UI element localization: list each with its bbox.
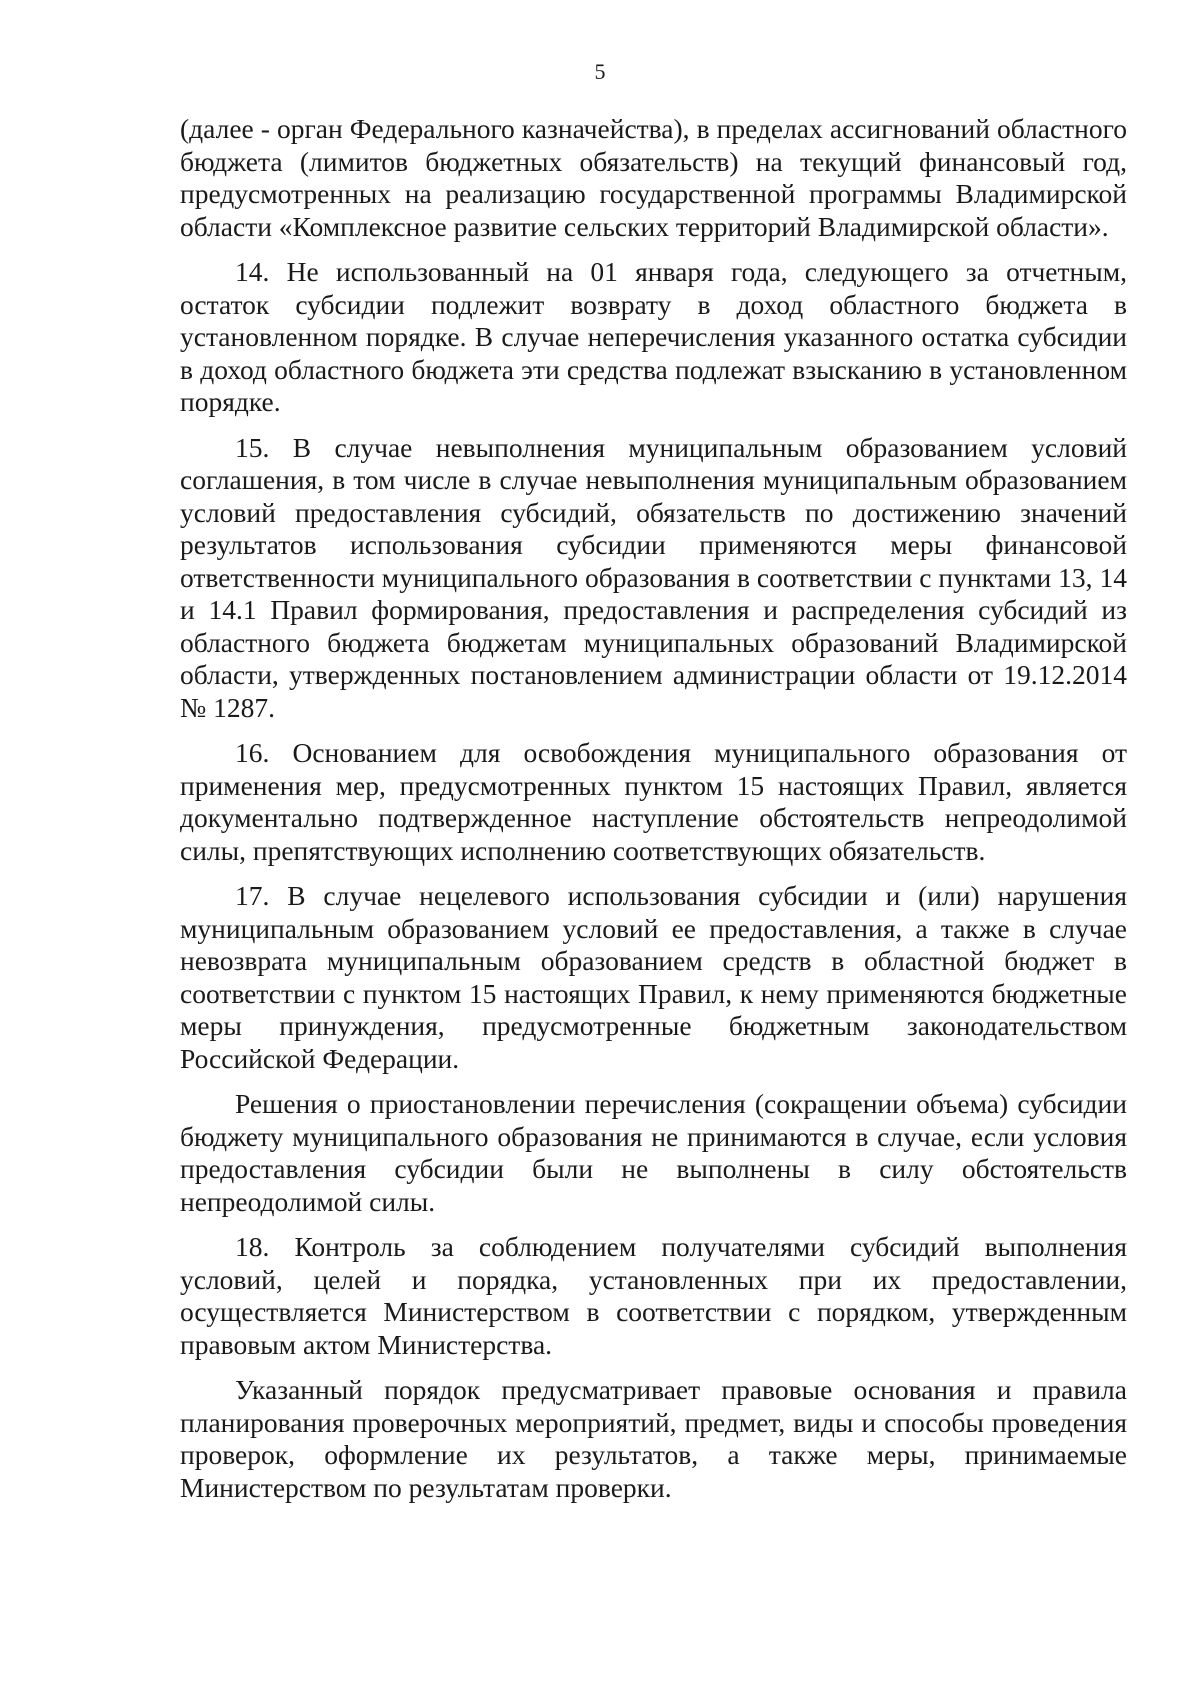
paragraph-item-16: 16. Основанием для освобождения муниципального образования от применения мер, предусмотренных пунктом 15 настоящих Правил, является документально подтвержденное наступление обстоятельств непреодолимой силы, препятствующих исполнению соответствующих обязательств. — [180, 737, 1127, 866]
paragraph-continuation: (далее - орган Федерального казначейства), в пределах ассигнований областного бюджета (лимитов бюджетных обязательств) на текущий финансовый год, предусмотренных на реализацию государственной программы Владимирской области «Комплексное развитие сельских территорий Владимирской области». — [180, 113, 1127, 242]
page-number: 5 — [594, 59, 606, 84]
paragraph-item-14: 14. Не использованный на 01 января года, следующего за отчетным, остаток субсидии подлежит возврату в доход областного бюджета в установленном порядке. В случае неперечисления указанного остатка субсидии в доход областного бюджета эти средства подлежат взысканию в установленном порядке. — [180, 256, 1127, 417]
paragraph-item-18: 18. Контроль за соблюдением получателями субсидий выполнения условий, целей и порядка, установленных при их предоставлении, осуществляется Министерством в соответствии с порядком, утвержденным правовым актом Министерства. — [180, 1231, 1127, 1360]
paragraph-item-17: 17. В случае нецелевого использования субсидии и (или) нарушения муниципальным образованием условий ее предоставления, а также в случае невозврата муниципальным образованием средств в областной бюджет в соответствии с пунктом 15 настоящих Правил, к нему применяются бюджетные меры принуждения, предусмотренные бюджетным законодательством Российской Федерации. — [180, 880, 1127, 1074]
paragraph-item-18-note: Указанный порядок предусматривает правовые основания и правила планирования проверочных мероприятий, предмет, виды и способы проведения проверок, оформление их результатов, а также меры, принимаемые Министерством по результатам проверки. — [180, 1374, 1127, 1503]
document-body — [180, 113, 1127, 1504]
paragraph-item-17-note: Решения о приостановлении перечисления (сокращении объема) субсидии бюджету муниципального образования не принимаются в случае, если условия предоставления субсидии были не выполнены в силу обстоятельств непреодолимой силы. — [180, 1088, 1127, 1217]
paragraph-item-15: 15. В случае невыполнения муниципальным образованием условий соглашения, в том числе в случае невыполнения муниципальным образованием условий предоставления субсидий, обязательств по достижению значений результатов использования субсидии применяются меры финансовой ответственности муниципального образования в соответствии с пунктами 13, 14 и 14.1 Правил формирования, предоставления и распределения субсидий из областного бюджета бюджетам муниципальных образований Владимирской области, утвержденных постановлением администрации области от 19.12.2014 № 1287. — [180, 431, 1127, 723]
